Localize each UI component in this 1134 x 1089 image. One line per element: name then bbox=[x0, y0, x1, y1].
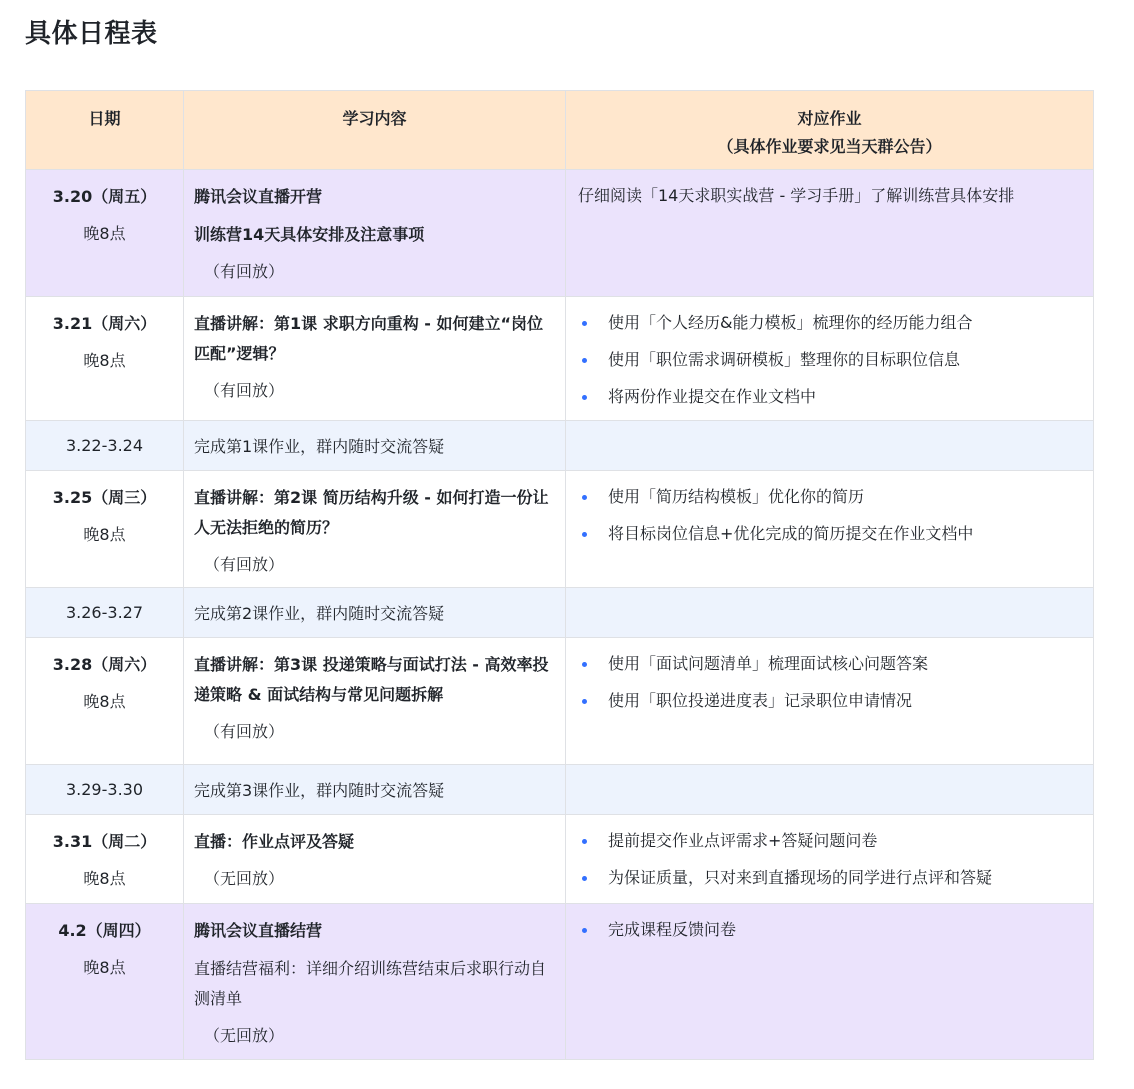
replay-note: （有回放） bbox=[204, 555, 285, 574]
homework-item: 使用「简历结构模板」优化你的简历 bbox=[608, 487, 865, 506]
content-cell: 完成第2课作业，群内随时交流答疑 bbox=[184, 588, 566, 638]
list-item bbox=[578, 483, 1083, 511]
content-cell bbox=[184, 297, 566, 421]
schedule-table bbox=[25, 90, 1094, 1060]
content-line: 训练营14天具体安排及注意事项 bbox=[194, 225, 425, 244]
session-time: 晚8点 bbox=[83, 351, 126, 370]
homework-list bbox=[578, 827, 1083, 892]
header-homework-note: （具体作业要求见当天群公告） bbox=[717, 137, 942, 156]
list-item bbox=[578, 827, 1083, 855]
page-title: 具体日程表 bbox=[25, 19, 158, 49]
list-item bbox=[578, 309, 1083, 337]
session-date: 3.28（周六） bbox=[52, 655, 157, 674]
date-cell bbox=[26, 815, 184, 904]
replay-note: （有回放） bbox=[204, 381, 285, 400]
session-date: 3.25（周三） bbox=[52, 488, 157, 507]
table-header-row bbox=[26, 91, 1094, 170]
homework-cell bbox=[566, 638, 1094, 765]
header-date: 日期 bbox=[26, 91, 184, 170]
homework-list bbox=[578, 650, 1083, 715]
content-line: 直播讲解：第1课 求职方向重构 - 如何建立“岗位匹配”逻辑？ bbox=[194, 314, 544, 363]
content-cell: 完成第3课作业，群内随时交流答疑 bbox=[184, 765, 566, 815]
table-row bbox=[26, 638, 1094, 765]
session-date: 3.20（周五） bbox=[52, 187, 157, 206]
bullet-icon bbox=[578, 383, 608, 400]
list-item bbox=[578, 687, 1083, 715]
session-time: 晚8点 bbox=[83, 958, 126, 977]
table-row bbox=[26, 815, 1094, 904]
homework-cell bbox=[566, 471, 1094, 588]
table-row bbox=[26, 765, 1094, 815]
session-time: 晚8点 bbox=[83, 525, 126, 544]
homework-text: 仔细阅读「14天求职实战营 - 学习手册」了解训练营具体安排 bbox=[578, 186, 1015, 205]
bullet-icon bbox=[578, 520, 608, 537]
bullet-icon bbox=[578, 687, 608, 704]
homework-cell bbox=[566, 421, 1094, 471]
homework-item: 使用「职位投递进度表」记录职位申请情况 bbox=[608, 691, 913, 710]
date-cell bbox=[26, 638, 184, 765]
list-item bbox=[578, 520, 1083, 548]
date-cell bbox=[26, 297, 184, 421]
table-row bbox=[26, 170, 1094, 297]
replay-note: （无回放） bbox=[204, 869, 285, 888]
bullet-icon bbox=[578, 650, 608, 667]
list-item bbox=[578, 650, 1083, 678]
bullet-icon bbox=[578, 864, 608, 881]
homework-cell bbox=[566, 815, 1094, 904]
bullet-icon bbox=[578, 827, 608, 844]
list-item bbox=[578, 916, 1083, 944]
homework-item: 使用「个人经历&能力模板」梳理你的经历能力组合 bbox=[608, 313, 973, 332]
content-line: 腾讯会议直播开营 bbox=[194, 187, 323, 206]
replay-note: （无回放） bbox=[204, 1026, 285, 1045]
session-date: 3.31（周二） bbox=[52, 832, 157, 851]
bullet-icon bbox=[578, 483, 608, 500]
session-time: 晚8点 bbox=[83, 869, 126, 888]
list-item bbox=[578, 864, 1083, 892]
date-cell: 3.29-3.30 bbox=[26, 765, 184, 815]
homework-item: 将目标岗位信息+优化完成的简历提交在作业文档中 bbox=[608, 524, 974, 543]
header-homework bbox=[566, 91, 1094, 170]
homework-cell bbox=[566, 765, 1094, 815]
date-cell: 3.22-3.24 bbox=[26, 421, 184, 471]
date-cell bbox=[26, 170, 184, 297]
content-line: 直播结营福利：详细介绍训练营结束后求职行动自测清单 bbox=[194, 959, 547, 1008]
table-row bbox=[26, 471, 1094, 588]
table-row bbox=[26, 588, 1094, 638]
homework-cell bbox=[566, 297, 1094, 421]
homework-cell bbox=[566, 588, 1094, 638]
table-row bbox=[26, 421, 1094, 471]
session-time: 晚8点 bbox=[83, 224, 126, 243]
homework-item: 将两份作业提交在作业文档中 bbox=[608, 387, 817, 406]
homework-list bbox=[578, 309, 1083, 411]
content-line: 直播讲解：第3课 投递策略与面试打法 - 高效率投递策略 & 面试结构与常见问题拆解 bbox=[194, 655, 549, 704]
replay-note: （有回放） bbox=[204, 722, 285, 741]
homework-item: 为保证质量，只对来到直播现场的同学进行点评和答疑 bbox=[608, 868, 993, 887]
homework-item: 提前提交作业点评需求+答疑问题问卷 bbox=[608, 831, 878, 850]
content-cell bbox=[184, 471, 566, 588]
date-cell bbox=[26, 471, 184, 588]
table-row bbox=[26, 297, 1094, 421]
list-item bbox=[578, 346, 1083, 374]
content-cell bbox=[184, 815, 566, 904]
content-line: 直播讲解：第2课 简历结构升级 - 如何打造一份让人无法拒绝的简历？ bbox=[194, 488, 549, 537]
homework-item: 完成课程反馈问卷 bbox=[608, 920, 737, 939]
homework-item: 使用「职位需求调研模板」整理你的目标职位信息 bbox=[608, 350, 961, 369]
homework-list bbox=[578, 916, 1083, 944]
session-date: 4.2（周四） bbox=[58, 921, 151, 940]
bullet-icon bbox=[578, 346, 608, 363]
content-cell bbox=[184, 170, 566, 297]
table-row bbox=[26, 904, 1094, 1060]
content-cell bbox=[184, 638, 566, 765]
session-time: 晚8点 bbox=[83, 692, 126, 711]
bullet-icon bbox=[578, 916, 608, 933]
content-line: 腾讯会议直播结营 bbox=[194, 921, 323, 940]
content-cell: 完成第1课作业，群内随时交流答疑 bbox=[184, 421, 566, 471]
header-content: 学习内容 bbox=[184, 91, 566, 170]
replay-note: （有回放） bbox=[204, 262, 285, 281]
homework-cell bbox=[566, 170, 1094, 297]
header-homework-title: 对应作业 bbox=[797, 109, 862, 128]
content-cell bbox=[184, 904, 566, 1060]
content-line: 直播：作业点评及答疑 bbox=[194, 832, 355, 851]
list-item bbox=[578, 383, 1083, 411]
session-date: 3.21（周六） bbox=[52, 314, 157, 333]
date-cell bbox=[26, 904, 184, 1060]
homework-list bbox=[578, 483, 1083, 548]
bullet-icon bbox=[578, 309, 608, 326]
homework-cell bbox=[566, 904, 1094, 1060]
homework-item: 使用「面试问题清单」梳理面试核心问题答案 bbox=[608, 654, 929, 673]
date-cell: 3.26-3.27 bbox=[26, 588, 184, 638]
